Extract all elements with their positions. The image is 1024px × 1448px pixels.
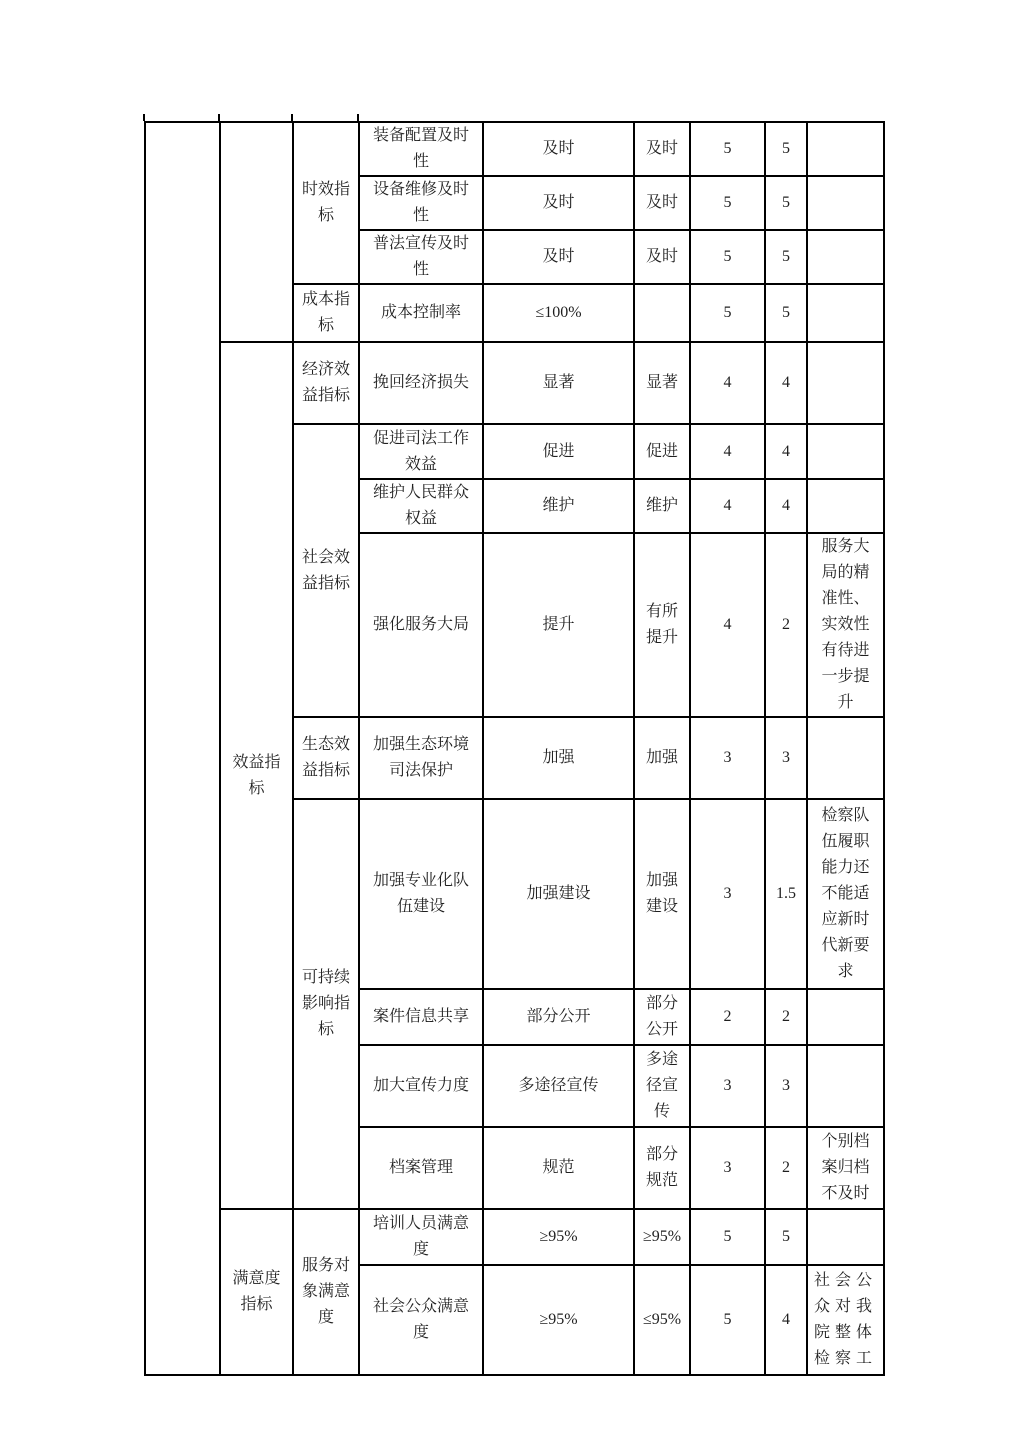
score-cell: 4	[765, 479, 807, 533]
target-value-cell: 规范	[483, 1127, 634, 1209]
target-value-cell: 及时	[483, 176, 634, 230]
actual-value-cell: 及时	[634, 122, 690, 176]
score-cell: 5	[765, 1209, 807, 1265]
actual-value-cell: ≥95%	[634, 1209, 690, 1265]
target-value-cell: ≥95%	[483, 1265, 634, 1375]
level3-indicator-cell: 普法宣传及时性	[359, 230, 483, 284]
level3-indicator-cell: 社会公众满意度	[359, 1265, 483, 1375]
column-line-stub	[291, 114, 293, 121]
level2-indicator-cell: 服务对象满意度	[293, 1209, 359, 1375]
remark-cell	[807, 717, 884, 799]
max-score-cell: 3	[690, 1127, 765, 1209]
score-cell: 4	[765, 342, 807, 424]
score-cell: 2	[765, 1127, 807, 1209]
level2-indicator-cell: 生态效益指标	[293, 717, 359, 799]
level3-indicator-cell: 设备维修及时性	[359, 176, 483, 230]
max-score-cell: 4	[690, 479, 765, 533]
max-score-cell: 5	[690, 176, 765, 230]
max-score-cell: 5	[690, 284, 765, 342]
score-cell: 4	[765, 1265, 807, 1375]
row-group-spacer-cell	[145, 122, 220, 1375]
score-cell: 5	[765, 230, 807, 284]
max-score-cell: 5	[690, 230, 765, 284]
remark-cell	[807, 122, 884, 176]
level2-indicator-cell: 可持续影响指标	[293, 799, 359, 1209]
remark-cell	[807, 479, 884, 533]
max-score-cell: 5	[690, 1265, 765, 1375]
level2-indicator-cell: 经济效益指标	[293, 342, 359, 424]
target-value-cell: 加强	[483, 717, 634, 799]
remark-cell: 个别档案归档不及时	[807, 1127, 884, 1209]
level1-indicator-cell: 满意度指标	[220, 1209, 293, 1375]
target-value-cell: 部分公开	[483, 989, 634, 1045]
actual-value-cell: 显著	[634, 342, 690, 424]
remark-cell	[807, 230, 884, 284]
max-score-cell: 5	[690, 122, 765, 176]
actual-value-cell: 部分公开	[634, 989, 690, 1045]
level3-indicator-cell: 档案管理	[359, 1127, 483, 1209]
score-cell: 4	[765, 424, 807, 479]
actual-value-cell: 促进	[634, 424, 690, 479]
actual-value-cell: 及时	[634, 176, 690, 230]
column-line-stub	[218, 114, 220, 121]
table-row	[145, 1209, 884, 1265]
column-line-stub	[143, 114, 145, 121]
remark-cell	[807, 176, 884, 230]
level2-indicator-cell: 时效指标	[293, 122, 359, 284]
actual-value-cell: 加强建设	[634, 799, 690, 989]
score-cell: 3	[765, 1045, 807, 1127]
actual-value-cell: 部分规范	[634, 1127, 690, 1209]
target-value-cell: 加强建设	[483, 799, 634, 989]
actual-value-cell: 及时	[634, 230, 690, 284]
score-cell: 1.5	[765, 799, 807, 989]
target-value-cell: 多途径宣传	[483, 1045, 634, 1127]
column-line-stub	[357, 114, 359, 121]
score-cell: 5	[765, 122, 807, 176]
remark-cell	[807, 342, 884, 424]
target-value-cell: 及时	[483, 230, 634, 284]
actual-value-cell: 维护	[634, 479, 690, 533]
target-value-cell: 及时	[483, 122, 634, 176]
remark-cell	[807, 1209, 884, 1265]
level3-indicator-cell: 加强专业化队伍建设	[359, 799, 483, 989]
level3-indicator-cell: 成本控制率	[359, 284, 483, 342]
table-page-fragment	[144, 121, 885, 1376]
remark-cell: 服务大局的精准性、实效性有待进一步提升	[807, 533, 884, 717]
level3-indicator-cell: 加大宣传力度	[359, 1045, 483, 1127]
remark-cell	[807, 1045, 884, 1127]
level3-indicator-cell: 装备配置及时性	[359, 122, 483, 176]
level2-indicator-cell: 社会效益指标	[293, 424, 359, 717]
level1-indicator-cell: 效益指标	[220, 342, 293, 1209]
target-value-cell: ≥95%	[483, 1209, 634, 1265]
max-score-cell: 3	[690, 717, 765, 799]
max-score-cell: 3	[690, 1045, 765, 1127]
remark-cell	[807, 424, 884, 479]
target-value-cell: ≤100%	[483, 284, 634, 342]
level3-indicator-cell: 挽回经济损失	[359, 342, 483, 424]
level1-indicator-cell	[220, 122, 293, 342]
table-row	[145, 342, 884, 424]
score-cell: 2	[765, 989, 807, 1045]
remark-cell: 检察队伍履职能力还不能适应新时代新要求	[807, 799, 884, 989]
target-value-cell: 促进	[483, 424, 634, 479]
actual-value-cell	[634, 284, 690, 342]
actual-value-cell: 加强	[634, 717, 690, 799]
actual-value-cell: 有所提升	[634, 533, 690, 717]
level3-indicator-cell: 培训人员满意度	[359, 1209, 483, 1265]
max-score-cell: 4	[690, 533, 765, 717]
level3-indicator-cell: 加强生态环境司法保护	[359, 717, 483, 799]
actual-value-cell: 多途径宣传	[634, 1045, 690, 1127]
level3-indicator-cell: 案件信息共享	[359, 989, 483, 1045]
target-value-cell: 维护	[483, 479, 634, 533]
max-score-cell: 3	[690, 799, 765, 989]
actual-value-cell: ≤95%	[634, 1265, 690, 1375]
target-value-cell: 显著	[483, 342, 634, 424]
max-score-cell: 4	[690, 342, 765, 424]
remark-cell	[807, 284, 884, 342]
remark-cell: 社会公众对我院整体检察工	[807, 1265, 884, 1375]
target-value-cell: 提升	[483, 533, 634, 717]
score-cell: 5	[765, 284, 807, 342]
max-score-cell: 4	[690, 424, 765, 479]
level3-indicator-cell: 促进司法工作效益	[359, 424, 483, 479]
level2-indicator-cell: 成本指标	[293, 284, 359, 342]
level3-indicator-cell: 强化服务大局	[359, 533, 483, 717]
score-cell: 2	[765, 533, 807, 717]
remark-cell	[807, 989, 884, 1045]
performance-indicator-table	[144, 121, 885, 1376]
max-score-cell: 5	[690, 1209, 765, 1265]
level3-indicator-cell: 维护人民群众权益	[359, 479, 483, 533]
score-cell: 3	[765, 717, 807, 799]
table-row	[145, 122, 884, 176]
max-score-cell: 2	[690, 989, 765, 1045]
score-cell: 5	[765, 176, 807, 230]
